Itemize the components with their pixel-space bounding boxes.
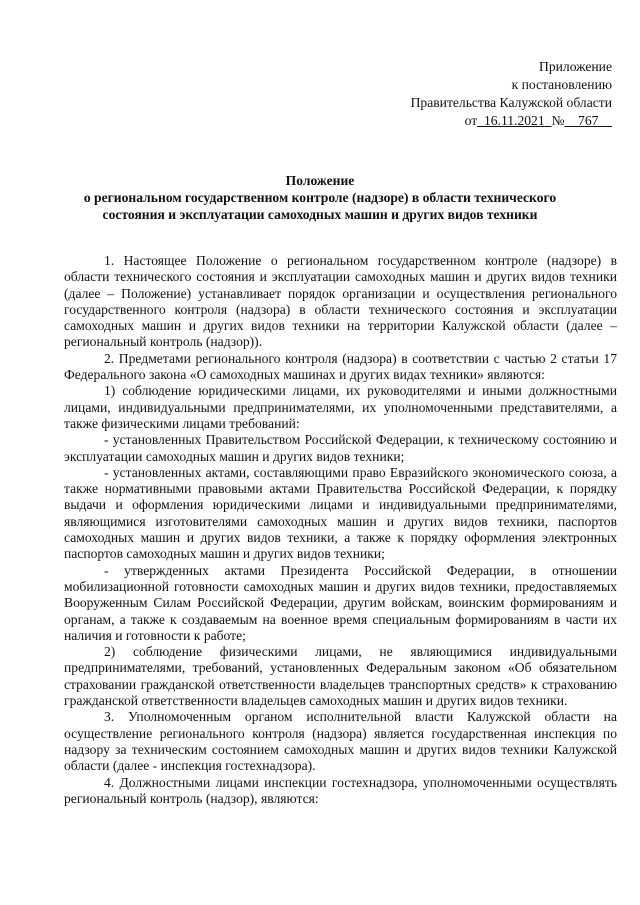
- annex-number-value: 767: [578, 113, 599, 128]
- paragraph-3: 3. Уполномоченным органом исполнительной власти Калужской области на осуществление регионального контроля (надзора) является государственная инспекция по надзору за техническим состоянием самоходных машин и других видов техники Калужской области (далее - инспекция гостехнадзора).: [64, 709, 617, 774]
- paragraph-dash-3: - утвержденных актами Президента Российской Федерации, в отношении мобилизационной готовности самоходных машин и других видов техники, предоставляемых Вооруженным Силам Российской Федерации, другим войскам, воинским формированиям и органам, а также к создаваемым на военное время специальным формированиям в части их наличия и готовности к работе;: [64, 562, 617, 643]
- annex-number: [564, 113, 612, 128]
- annex-heading: Приложение: [539, 59, 612, 74]
- annex-from-label: от: [464, 113, 478, 128]
- annex-government: Правительства Калужской области: [410, 95, 612, 110]
- paragraph-subitem-2: 2) соблюдение физическими лицами, не являющимися индивидуальными предпринимателями, требований, установленных Федеральным законом «Об обязательном страховании гражданской ответственности владельцев транспортных средств» к страхованию гражданской ответственности владельцев самоходных машин и других видов техники.: [64, 644, 617, 709]
- annex-block: [352, 58, 612, 130]
- annex-date-value: 16.11.2021: [483, 113, 545, 128]
- title-line-3: состояния и эксплуатации самоходных машин и других видов техники: [102, 207, 538, 222]
- title-line-1: Положение: [285, 173, 355, 188]
- paragraph-subitem-1: 1) соблюдение юридическими лицами, их руководителями и иными должностными лицами, индивидуальными предпринимателями, их уполномоченными представителями, а также физическими лицами требований:: [64, 383, 617, 431]
- paragraph-4: 4. Должностными лицами инспекции гостехнадзора, уполномоченными осуществлять региональный контроль (надзор), являются:: [64, 774, 617, 806]
- annex-date: [477, 113, 551, 128]
- paragraph-2: 2. Предметами регионального контроля (надзора) в соответствии с частью 2 статьи 17 Федерального закона «О самоходных машинах и других видах техники» являются:: [64, 350, 617, 383]
- title-line-2: о региональном государственном контроле (надзоре) в области технического: [83, 190, 557, 205]
- annex-date-number: [352, 112, 612, 130]
- paragraph-1: 1. Настоящее Положение о региональном государственном контроле (надзоре) в области технического состояния и эксплуатации самоходных машин и других видов техники (далее – Положение) устанавливает порядок организации и осуществления регионального государственного контроля (надзора) в области технического состояния и эксплуатации самоходных машин и других видов техники на территории Калужской области (далее – региональный контроль (надзор)).: [64, 253, 617, 350]
- paragraph-dash-2: - установленных актами, составляющими право Евразийского экономического союза, а также нормативными правовыми актами Правительства Российской Федерации, к порядку выдачи и оформления юридическими лицами и индивидуальными предпринимателями, являющимися изготовителями самоходных машин и других видов техники, паспортов самоходных машин и других видов техники, а также к порядку оформления электронных паспортов самоходных машин и других видов техники;: [64, 464, 617, 562]
- document-body: [64, 253, 617, 807]
- annex-number-sign: №: [551, 113, 565, 128]
- annex-to-resolution: к постановлению: [511, 77, 612, 92]
- paragraph-dash-1: - установленных Правительством Российской Федерации, к техническому состоянию и эксплуатации самоходных машин и других видов техники;: [64, 432, 617, 464]
- document-title: [0, 172, 640, 223]
